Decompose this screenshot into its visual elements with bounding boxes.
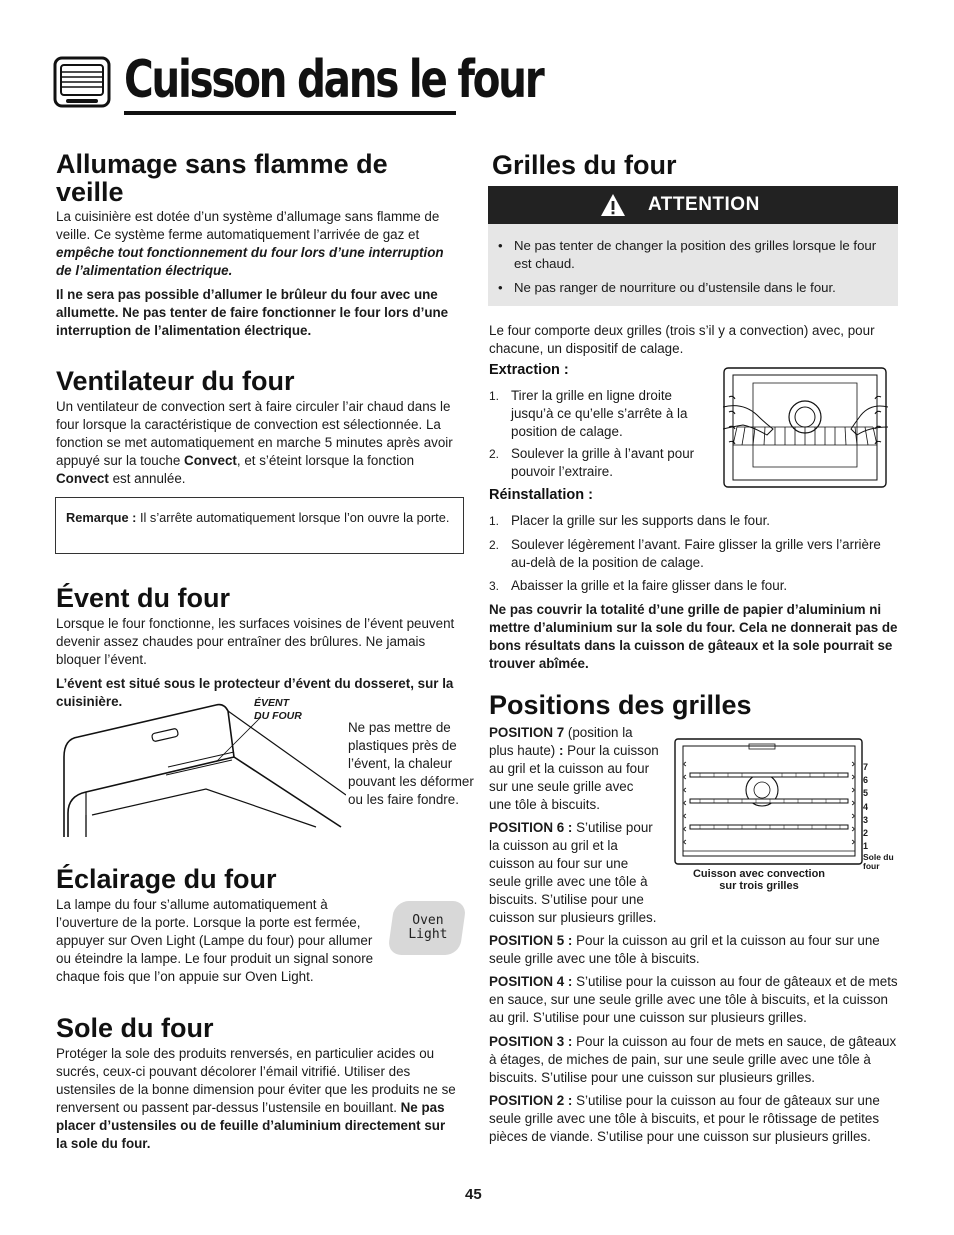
note-label: Remarque : xyxy=(66,510,137,525)
ventilateur-text-3: est annulée. xyxy=(108,471,186,486)
caption-line2: sur trois grilles xyxy=(719,880,799,892)
rack-level-5: 5 xyxy=(863,788,869,799)
warning-icon xyxy=(600,193,626,217)
rack-level-6: 6 xyxy=(863,775,869,786)
sole-paragraph xyxy=(56,1045,456,1153)
convect-key-2: Convect xyxy=(56,471,109,486)
vent-label-line1: ÉVENT xyxy=(254,697,290,709)
reinstall-step-text: Soulever légèrement l’avant. Faire glisser la grille vers l’arrière au-delà de la position de calage. xyxy=(511,537,881,570)
position-2 xyxy=(489,1092,899,1146)
rack-level-labels xyxy=(863,761,868,853)
convect-key: Convect xyxy=(184,453,237,468)
rack-level-4: 4 xyxy=(863,801,869,812)
position-4-label: POSITION 4 : xyxy=(489,974,573,989)
oven-light-line1: Oven xyxy=(412,913,444,928)
vent-label-line2: DU FOUR xyxy=(254,710,302,722)
sole-text: Protéger la sole des produits renversés, en particulier acides ou sucrés, ceux-ci pouvant décolorer l’émail vitrifié. Utiliser des ustensiles de la bonne dimension pour éviter que les produits ne se renversent ou passent par-dessus l’ustensile en bouillant. xyxy=(56,1046,456,1115)
event-side-note: Ne pas mettre de plastiques près de l’évent, la chaleur pouvant les déformer ou les faire fondre. xyxy=(348,720,474,807)
ventilateur-text: Un ventilateur de convection sert à faire circuler l’air chaud dans le four lorsque la caractéristique de convection est sélectionnée. La fonction se met automatiquement en marche 5 minutes après avoir appuyé sur la touche xyxy=(56,399,453,468)
title-underline xyxy=(124,111,456,115)
page-title: Cuisson dans le four xyxy=(124,50,543,110)
rack-positions-diagram xyxy=(674,738,864,868)
rack-level-1: 1 xyxy=(863,841,869,852)
extraction-step: 1. Tirer la grille en ligne droite jusqu’à ce qu’elle s’arrête à la position de calage. xyxy=(489,388,688,439)
heading-grilles: Grilles du four xyxy=(492,150,677,180)
position-7-colon: : xyxy=(558,743,564,758)
heading-allumage: Allumage sans flamme de veille xyxy=(56,149,388,207)
rack-level-3: 3 xyxy=(863,814,869,825)
reinstall-step: 2. Soulever légèrement l’avant. Faire glisser la grille vers l’arrière au-delà de la position de calage. xyxy=(489,537,881,570)
position-6 xyxy=(489,819,659,927)
caution-item: • Ne pas tenter de changer la position des grilles lorsque le four est chaud. xyxy=(492,237,887,273)
position-7-paren: (position la plus haute) xyxy=(489,725,633,758)
extraction-step-text: Tirer la grille en ligne droite jusqu’à ce qu’elle s’arrête à la position de calage. xyxy=(511,388,688,439)
allumage-emphasis: empêche tout fonctionnement du four lors d’une interruption de l’alimentation électrique. xyxy=(56,245,444,278)
allumage-warning: Il ne sera pas possible d’allumer le brûleur du four avec une allumette. Ne pas tenter de faire fonctionner le four lors d’une interruption de l’alimentation électrique. xyxy=(56,287,449,338)
position-4-text: S’utilise pour la cuisson au four de gâteaux et de mets en sauce, sur une seule grille avec une tôle à biscuits, et la cuisson au gril. S’utilise pour une cuisson sur plusieurs grilles. xyxy=(489,974,898,1025)
oven-light-line2: Light xyxy=(408,927,448,942)
caution-body xyxy=(488,224,898,306)
vent-label xyxy=(254,697,302,723)
extraction-steps xyxy=(489,387,699,481)
event-location: L’évent est situé sous le protecteur d’évent du dosseret, sur la cuisinière. xyxy=(56,676,454,709)
caution-header xyxy=(488,186,898,224)
sole-warning: Ne pas placer d’ustensiles ou de feuille d’aluminium directement sur la sole du four. xyxy=(56,1100,446,1151)
page-number: 45 xyxy=(465,1186,482,1203)
allumage-paragraph xyxy=(56,208,456,280)
position-5 xyxy=(489,932,899,968)
position-7 xyxy=(489,724,659,814)
rack-extraction-illustration xyxy=(723,367,888,489)
rack-level-2: 2 xyxy=(863,828,869,839)
reinstall-step-text: Placer la grille sur les supports dans le four. xyxy=(511,513,771,528)
position-5-text: Pour la cuisson au gril et la cuisson au four sur une seule grille avec une tôle à biscuits. xyxy=(489,933,880,966)
floor-label-line1: Sole du xyxy=(863,852,894,862)
reinstall-step: 1. Placer la grille sur les supports dans le four. xyxy=(489,513,771,528)
event-paragraph: Lorsque le four fonctionne, les surfaces voisines de l’évent peuvent devenir assez chaudes pour entraîner des brûlures. Ne jamais bloquer l’évent. xyxy=(56,616,455,667)
note-text: Il s’arrête automatiquement lorsque l’on ouvre la porte. xyxy=(136,510,450,525)
position-6-label: POSITION 6 : xyxy=(489,820,573,835)
heading-positions: Positions des grilles xyxy=(489,690,752,720)
position-3-text: Pour la cuisson au four de mets en sauce, de gâteaux à étages, de miches de pain, sur une seule grille avec une tôle à biscuits. S’utilise pour une cuisson sur plusieurs grilles. xyxy=(489,1034,897,1085)
reinstall-step-text: Abaisser la grille et la faire glisser dans le four. xyxy=(511,578,788,593)
oven-light-button[interactable] xyxy=(387,901,467,955)
position-4 xyxy=(489,973,901,1027)
position-2-text: S’utilise pour la cuisson au four de gâteaux sur une seule grille avec une tôle à biscuits, et pour le rôtissage de petites pièces de viande. S’utilise pour une cuisson sur plusieurs grilles. xyxy=(489,1093,880,1144)
position-3-label: POSITION 3 : xyxy=(489,1034,573,1049)
ventilateur-paragraph xyxy=(56,398,456,488)
reinstall-heading: Réinstallation : xyxy=(489,487,593,503)
position-5-label: POSITION 5 : xyxy=(489,933,573,948)
heading-sole: Sole du four xyxy=(56,1013,214,1043)
oven-icon xyxy=(52,55,112,111)
vent-illustration xyxy=(56,697,346,842)
heading-ventilateur: Ventilateur du four xyxy=(56,366,295,396)
caution-item: • Ne pas ranger de nourriture ou d’ustensile dans le four. xyxy=(492,279,887,297)
position-7-text: Pour la cuisson au gril et la cuisson au four sur une seule grille avec une tôle à biscuits. xyxy=(489,743,659,812)
grilles-intro: Le four comporte deux grilles (trois s’il y a convection) avec, pour chacune, un dispositif de calage. xyxy=(489,323,875,356)
floor-label xyxy=(863,853,894,871)
caption-line1: Cuisson avec convection xyxy=(692,868,826,880)
aluminium-warning: Ne pas couvrir la totalité d’une grille de papier d’aluminium ni mettre d’aluminium sur la sole du four. Cela ne donnerait pas de bons résultats dans la cuisson de gâteaux et la sole pourrait se trouver abîmée. xyxy=(489,602,898,671)
position-6-text: S’utilise pour la cuisson au gril et la cuisson au four sur une seule grille avec une tôle à biscuits. S’utilise pour une cuisson sur plusieurs grilles. xyxy=(489,820,657,925)
ventilateur-text-2: , et s’éteint lorsque la fonction xyxy=(236,453,415,468)
position-7-label: POSITION 7 xyxy=(489,725,565,740)
note-box xyxy=(55,497,464,554)
allumage-text: La cuisinière est dotée d’un système d’allumage sans flamme de veille. Ce système ferme automatiquement l’arrivée de gaz et xyxy=(56,209,440,242)
reinstall-steps xyxy=(489,512,899,595)
caution-label: ATTENTION xyxy=(648,194,760,215)
position-2-label: POSITION 2 : xyxy=(489,1093,573,1108)
extraction-step-text: Soulever la grille à l’avant pour pouvoir l’extraire. xyxy=(511,446,695,479)
eclairage-paragraph: La lampe du four s’allume automatiquement à l’ouverture de la porte. Lorsque la porte est fermée, appuyer sur Oven Light (Lampe du four) pour allumer ou éteindre la lampe. Le four produit un signal sonore chaque fois que l’on appuie sur Oven Light. xyxy=(56,897,374,984)
extraction-step: 2. Soulever la grille à l’avant pour pouvoir l’extraire. xyxy=(489,446,695,479)
extraction-heading: Extraction : xyxy=(489,362,569,378)
reinstall-step: 3. Abaisser la grille et la faire glisser dans le four. xyxy=(489,578,788,593)
rack-level-7: 7 xyxy=(863,762,869,772)
floor-label-line2: four xyxy=(863,861,880,871)
diagram-caption xyxy=(674,868,844,892)
position-3 xyxy=(489,1033,899,1087)
heading-eclairage: Éclairage du four xyxy=(56,864,277,894)
heading-event: Évent du four xyxy=(56,583,230,613)
